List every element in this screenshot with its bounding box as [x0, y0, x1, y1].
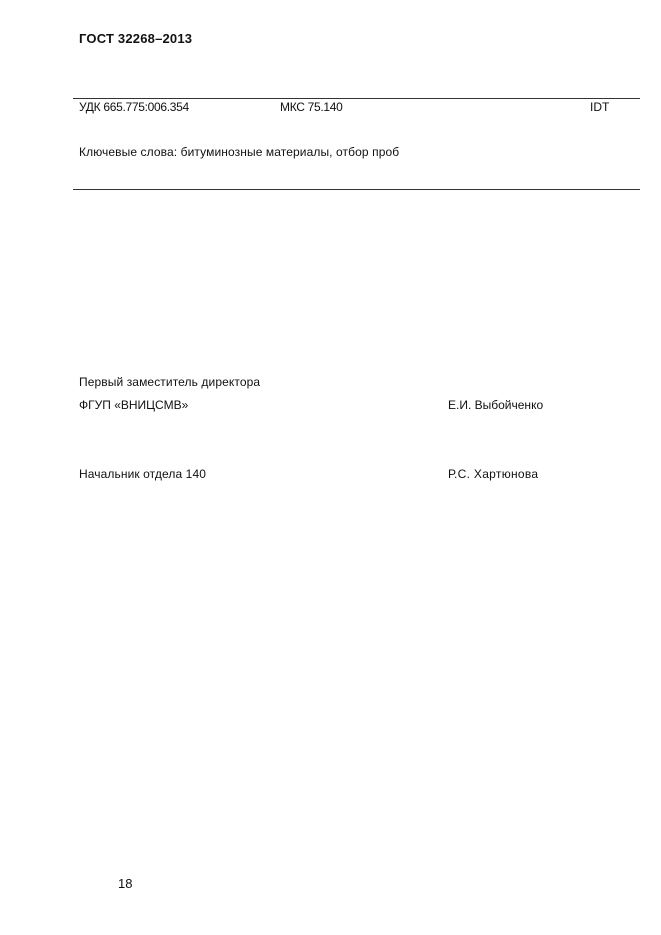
keywords-line: Ключевые слова: битуминозные материалы, отбор проб	[79, 145, 400, 159]
signatory-2-name: Р.С. Хартюнова	[448, 467, 539, 481]
udk-code: УДК 665.775:006.354	[79, 100, 189, 114]
signatory-2-position: Начальник отдела 140	[79, 467, 206, 481]
equivalence-degree: IDT	[590, 100, 610, 114]
top-divider	[73, 98, 640, 99]
mks-code: МКС 75.140	[280, 100, 343, 114]
standard-code-header: ГОСТ 32268–2013	[79, 31, 193, 46]
signatory-1-name: Е.И. Выбойченко	[448, 398, 544, 412]
bottom-divider	[73, 189, 640, 190]
signatory-1-position: Первый заместитель директора	[79, 375, 261, 389]
page-number: 18	[118, 876, 133, 891]
signatory-1-organization: ФГУП «ВНИЦСМВ»	[79, 398, 189, 412]
